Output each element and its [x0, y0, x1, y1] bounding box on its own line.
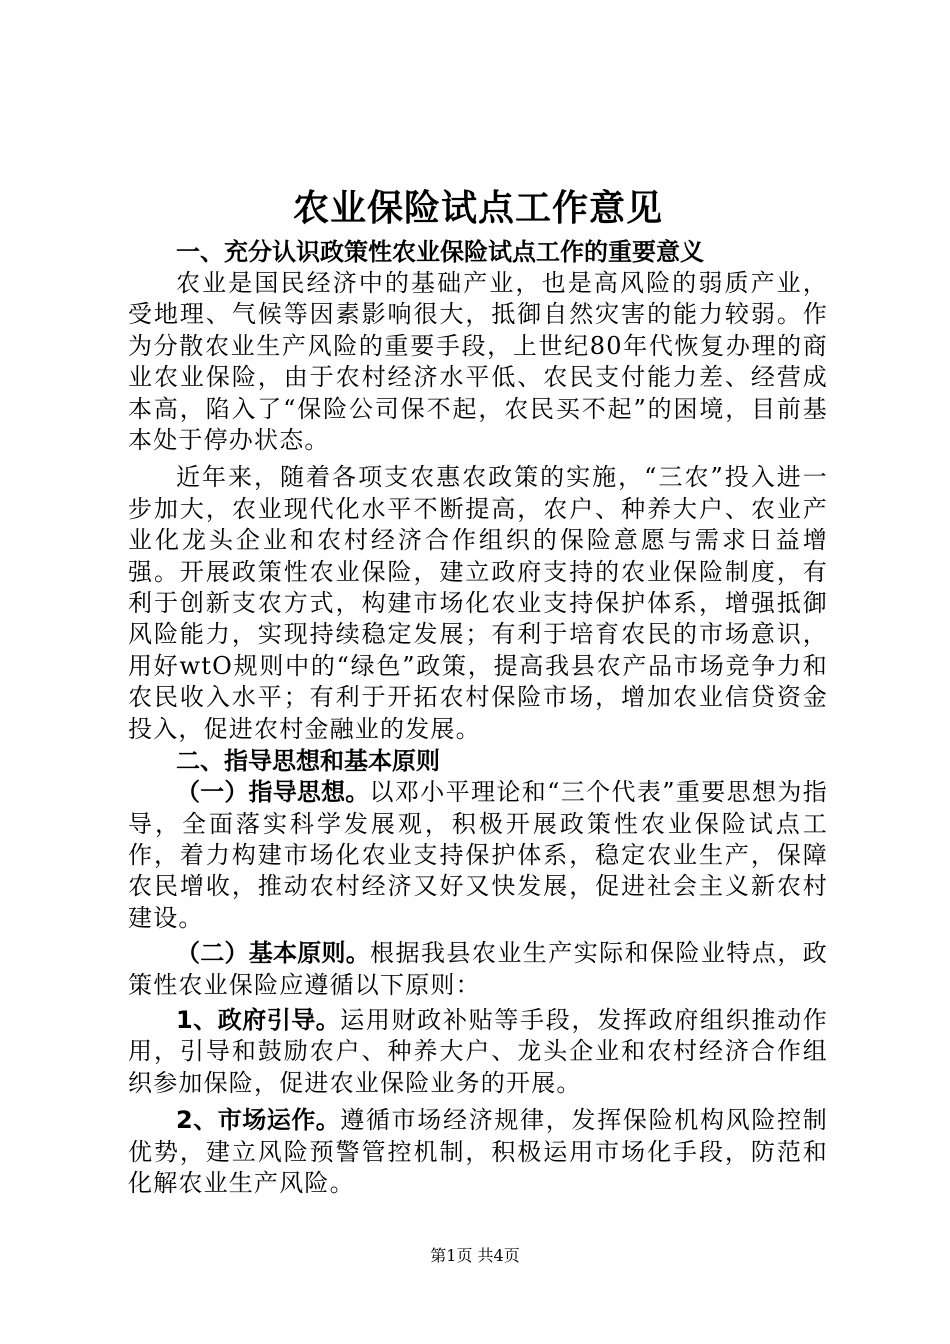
section-1-paragraph-1: 农业是国民经济中的基础产业，也是高风险的弱质产业，受地理、气候等因素影响很大，抵御自然灾害的能力较弱。作为分散农业生产风险的重要手段，上世纪80年代恢复办理的商业农业保险，由于农村经济水平低、农民支付能力差、经营成本高，陷入了“保险公司保不起，农民买不起”的困境，目前基本处于停办状态。 [128, 269, 828, 455]
principle-1-paragraph [128, 1005, 828, 1099]
document-title: 农业保险试点工作意见 [292, 188, 663, 229]
guiding-thought-lead: （一）指导思想。 [176, 778, 370, 807]
basic-principles-text: 根据我县农业生产实际和保险业特点，政策性农业保险应遵循以下原则： [128, 939, 828, 999]
principle-2-text: 遵循市场经济规律，发挥保险机构风险控制优势，建立风险预警管控机制，积极运用市场化手段，防范和化解农业生产风险。 [128, 1106, 828, 1197]
principle-2-lead: 2、市场运作。 [176, 1106, 341, 1135]
page-number-footer: 第1页 共4页 [430, 1246, 520, 1265]
principle-1-lead: 1、政府引导。 [176, 1005, 341, 1034]
section-1-paragraph-2: 近年来，随着各项支农惠农政策的实施，“三农”投入进一步加大，农业现代化水平不断提高，农户、种养大户、农业产业化龙头企业和农村经济合作组织的保险意愿与需求日益增强。开展政策性农业保险，建立政府支持的农业保险制度，有利于创新支农方式，构建市场化农业支持保护体系，增强抵御风险能力，实现持续稳定发展；有利于培育农民的市场意识，用好wtO规则中的“绿色”政策，提高我县农产品市场竞争力和农民收入水平；有利于开拓农村保险市场，增加农业信贷资金投入，促进农村金融业的发展。 [128, 463, 828, 743]
principle-1-text: 运用财政补贴等手段，发挥政府组织推动作用，引导和鼓励农户、种养大户、龙头企业和农村经济合作组织参加保险，促进农业保险业务的开展。 [128, 1005, 828, 1097]
principle-2-paragraph [128, 1105, 828, 1199]
document-body [128, 184, 828, 1199]
basic-principles-paragraph [128, 938, 828, 1001]
guiding-thought-text: 以邓小平理论和“三个代表”重要思想为指导，全面落实科学发展观，积极开展政策性农业保险试点工作，着力构建市场化农业支持保护体系，稳定农业生产，保障农民增收，推动农村经济又好又快发展，促进社会主义新农村建设。 [128, 778, 828, 932]
basic-principles-lead: （二）基本原则。 [176, 939, 371, 968]
guiding-thought-paragraph [128, 777, 828, 934]
section-2-heading: 二、指导思想和基本原则 [176, 747, 440, 776]
section-1-heading: 一、充分认识政策性农业保险试点工作的重要意义 [176, 238, 704, 266]
